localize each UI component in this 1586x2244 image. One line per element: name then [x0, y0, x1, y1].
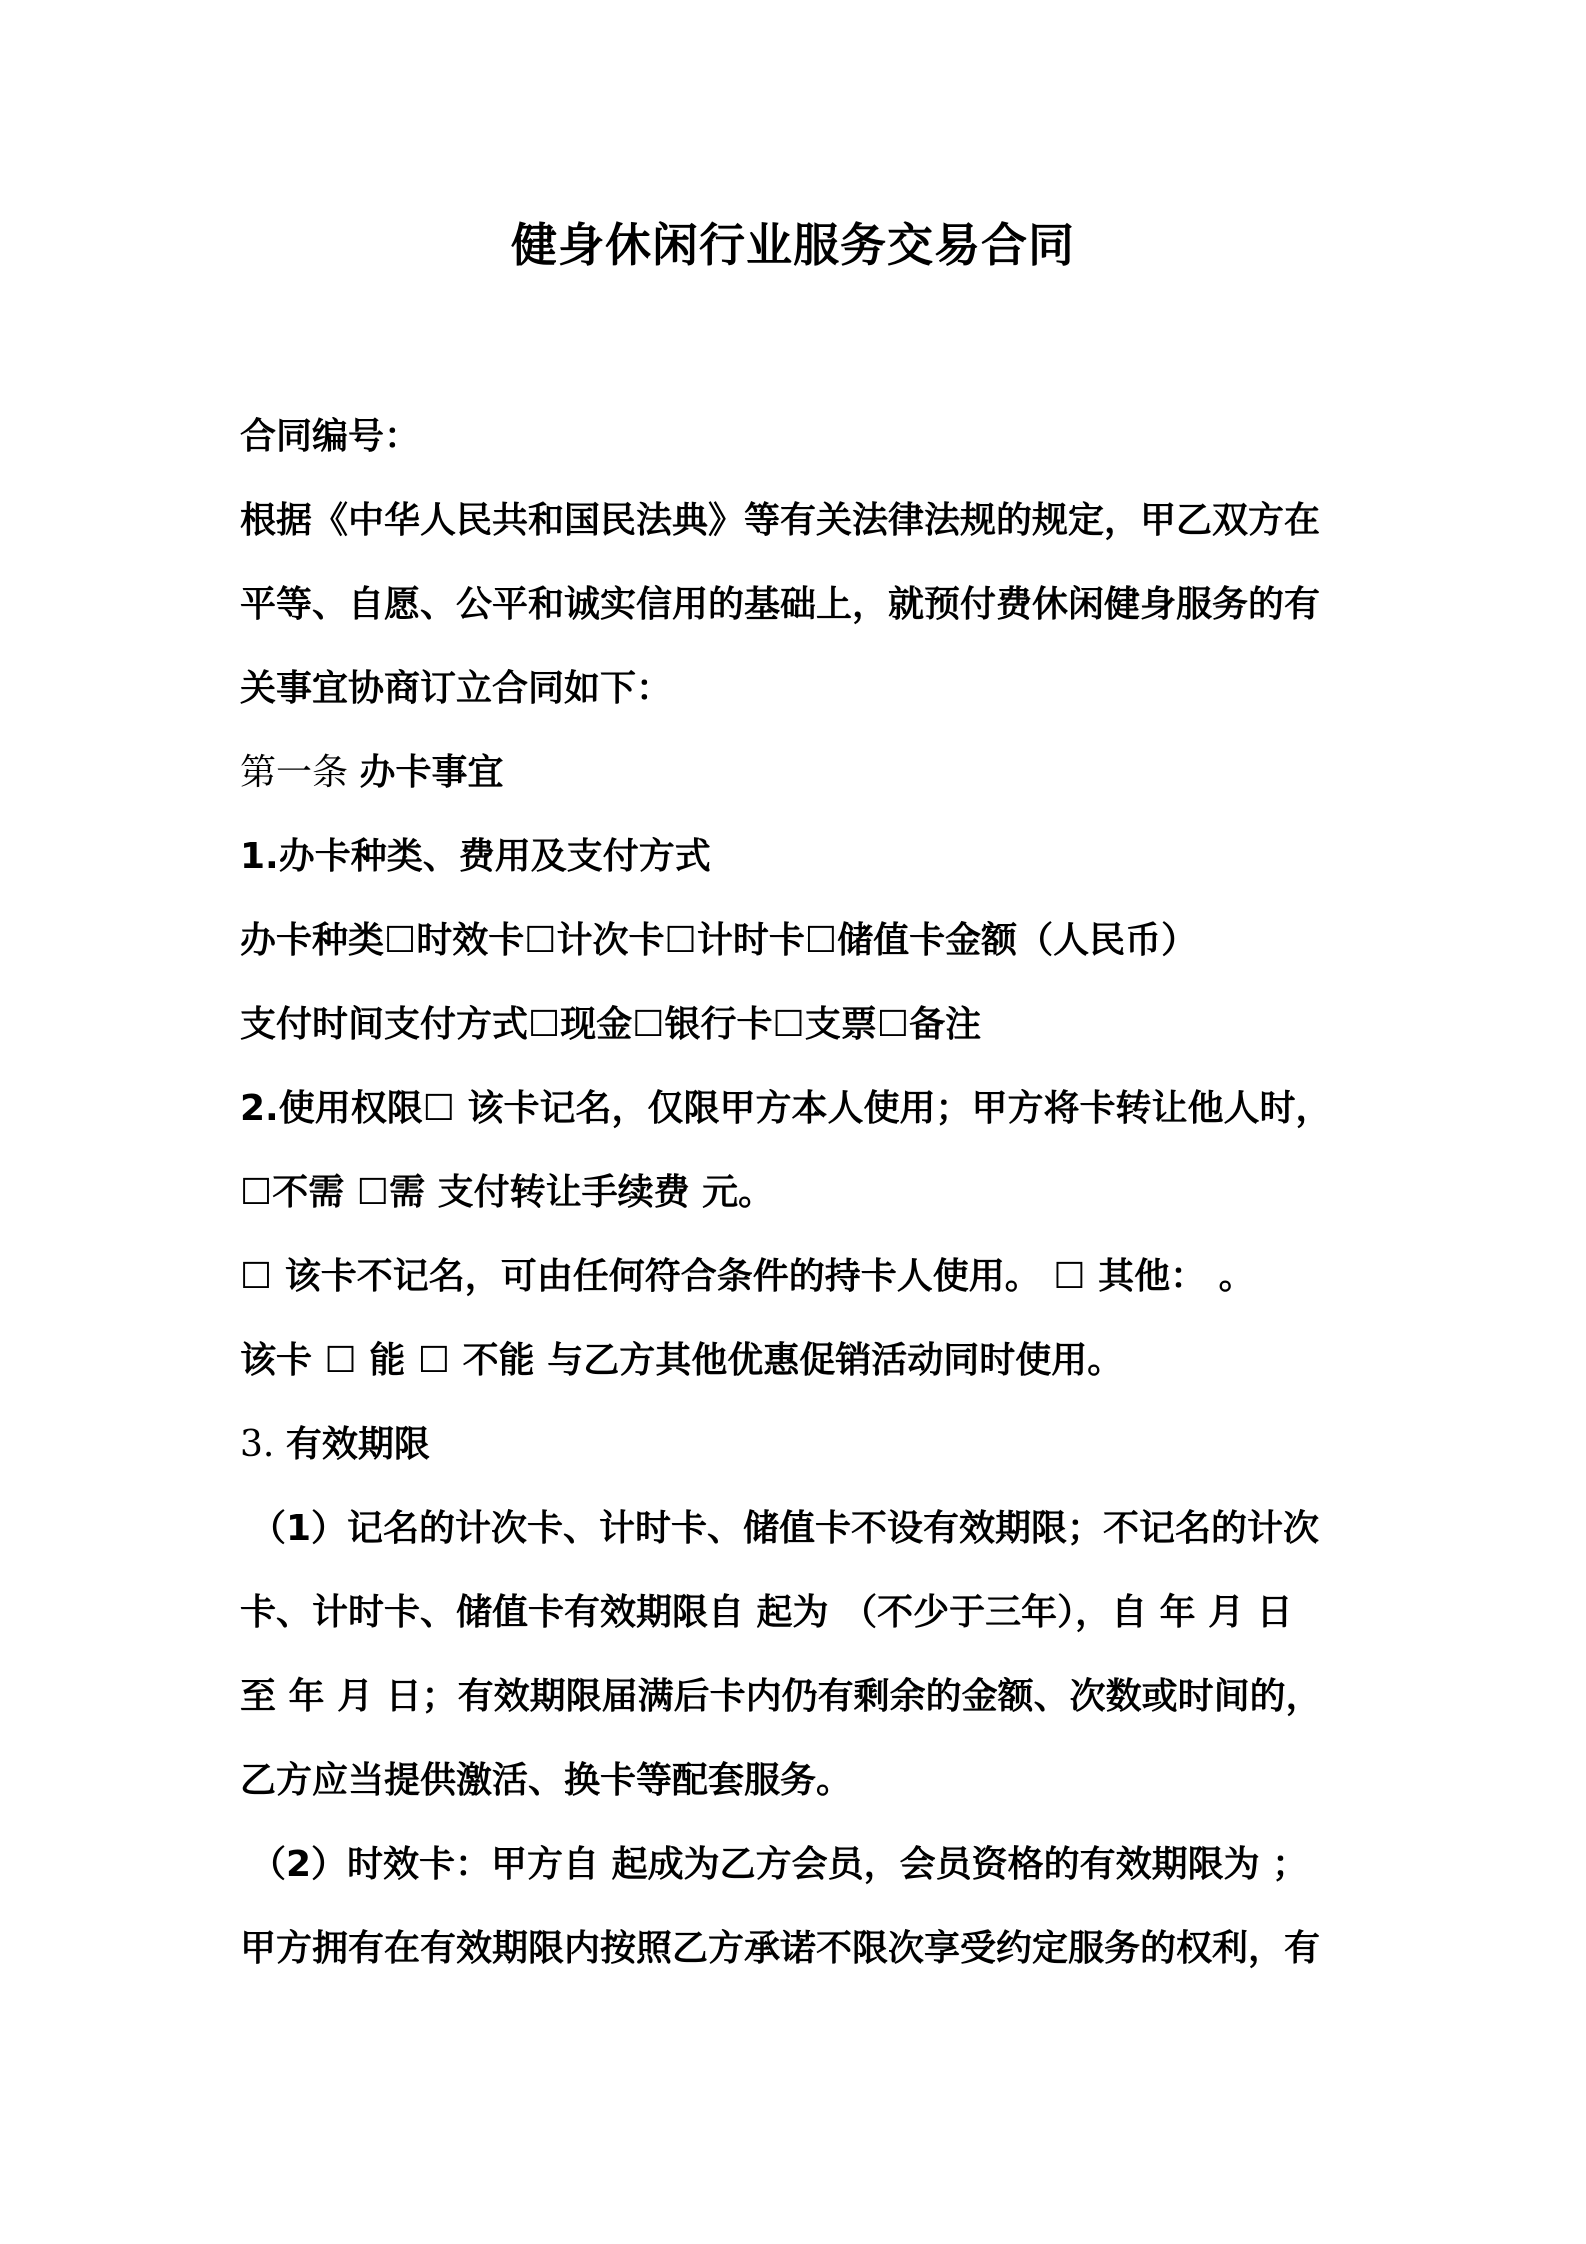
document-title: 健身休闲行业服务交易合同	[511, 218, 1075, 272]
promotion-line: 该卡 ☐ 能 ☐ 不能 与乙方其他优惠促销活动同时使用。	[240, 1340, 1124, 1381]
usage-rights-line-1: 2.使用权限☐ 该卡记名，仅限甲方本人使用；甲方将卡转让他人时，	[240, 1088, 1332, 1129]
article-one-heading	[240, 748, 1370, 798]
section-3-title: 有效期限	[285, 1424, 430, 1465]
validity-clause-2-line-1: （2）时效卡：甲方自 起成为乙方会员，会员资格的有效期限为 ；	[250, 1844, 1309, 1885]
article-title: 办卡事宜	[359, 752, 504, 793]
card-type-line: 办卡种类☐时效卡☐计次卡☐计时卡☐储值卡金额（人民币）	[240, 920, 1198, 961]
preamble-line-1: 根据《中华人民共和国民法典》等有关法律法规的规定，甲乙双方在	[240, 500, 1321, 541]
validity-clause-1-line-2: 卡、计时卡、储值卡有效期限自 起为 （不少于三年），自 年 月 日	[240, 1592, 1293, 1633]
validity-clause-1-line-1: （1）记名的计次卡、计时卡、储值卡不设有效期限；不记名的计次	[250, 1508, 1320, 1549]
usage-rights-line-2: ☐不需 ☐需 支付转让手续费 元。	[240, 1172, 775, 1213]
preamble-line-3: 关事宜协商订立合同如下：	[240, 668, 673, 709]
validity-clause-2-line-2: 甲方拥有在有效期限内按照乙方承诺不限次享受约定服务的权利，有	[240, 1928, 1321, 1969]
validity-clause-1-line-3: 至 年 月 日；有效期限届满后卡内仍有剩余的金额、次数或时间的，	[240, 1676, 1322, 1717]
anonymous-card-line: ☐ 该卡不记名，可由任何符合条件的持卡人使用。 ☐ 其他： 。	[240, 1256, 1255, 1297]
article-number: 第一条	[240, 752, 349, 793]
preamble-line-2: 平等、自愿、公平和诚实信用的基础上，就预付费休闲健身服务的有	[240, 584, 1321, 625]
contract-number-line: 合同编号：	[240, 416, 421, 457]
section-3-heading	[240, 1420, 1370, 1470]
section-3-number: 3.	[240, 1424, 275, 1465]
section-1-heading: 1.办卡种类、费用及支付方式	[240, 836, 711, 877]
validity-clause-1-line-4: 乙方应当提供激活、换卡等配套服务。	[240, 1760, 853, 1801]
payment-line: 支付时间支付方式☐现金☐银行卡☐支票☐备注	[240, 1004, 982, 1045]
